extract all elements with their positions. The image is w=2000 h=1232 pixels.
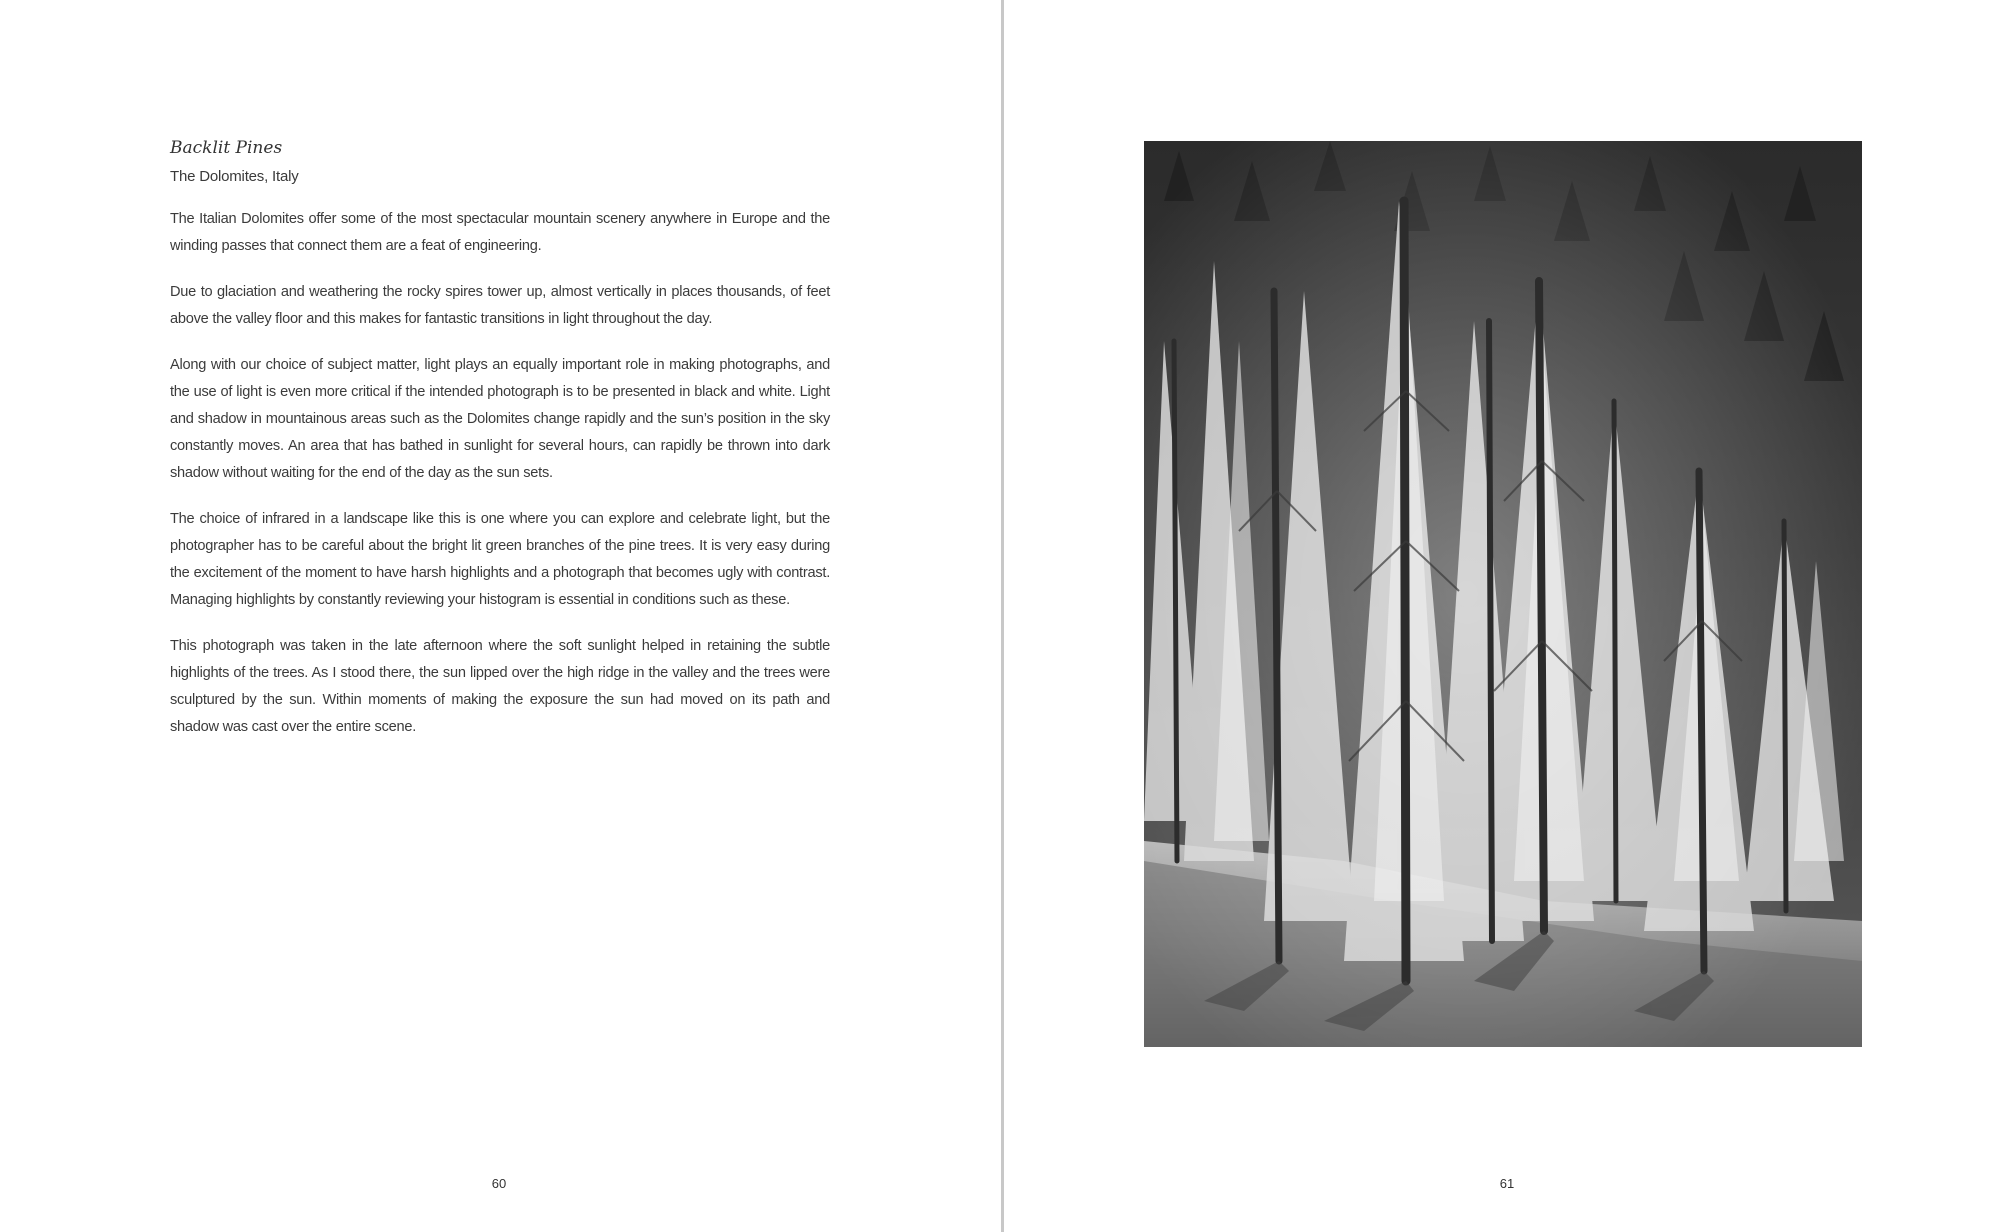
text-block [170, 136, 830, 760]
pine-forest-photo [1144, 141, 1862, 1047]
photo-location: The Dolomites, Italy [170, 168, 299, 185]
page-number-left: 60 [491, 1176, 507, 1191]
photo-title: Backlit Pines [170, 138, 283, 158]
pine-forest-illustration [1144, 141, 1862, 1047]
paragraph-2: Due to glaciation and weathering the rocky spires tower up, almost vertically in places thousands, of feet above the valley floor and this makes for fantastic transitions in light throughout the day. [170, 284, 830, 327]
paragraph-4: The choice of infrared in a landscape like this is one where you can explore and celebrate light, but the photographer has to be careful about the bright lit green branches of the pine trees. It is very easy during the excitement of the moment to have harsh highlights and a photograph that becomes ugly with contrast. Managing highlights by constantly reviewing your histogram is essential in conditions such as these. [170, 511, 830, 608]
paragraph-5: This photograph was taken in the late afternoon where the soft sunlight helped in retaining the subtle highlights of the trees. As I stood there, the sun lipped over the high ridge in the valley and the trees were sculptured by the sun. Within moments of making the exposure the sun had moved on its path and shadow was cast over the entire scene. [170, 638, 830, 735]
right-page [1004, 0, 2000, 1232]
paragraph-1: The Italian Dolomites offer some of the most spectacular mountain scenery anywhere in Europe and the winding passes that connect them are a feat of engineering. [170, 211, 830, 254]
paragraph-3: Along with our choice of subject matter, light plays an equally important role in making photographs, and the use of light is even more critical if the intended photograph is to be presented in black and white. Light and shadow in mountainous areas such as the Dolomites change rapidly and the sun’s position in the sky constantly moves. An area that has bathed in sunlight for several hours, can rapidly be thrown into dark shadow without waiting for the end of the day as the sun sets. [170, 357, 830, 481]
page-number-right: 61 [1499, 1176, 1515, 1191]
